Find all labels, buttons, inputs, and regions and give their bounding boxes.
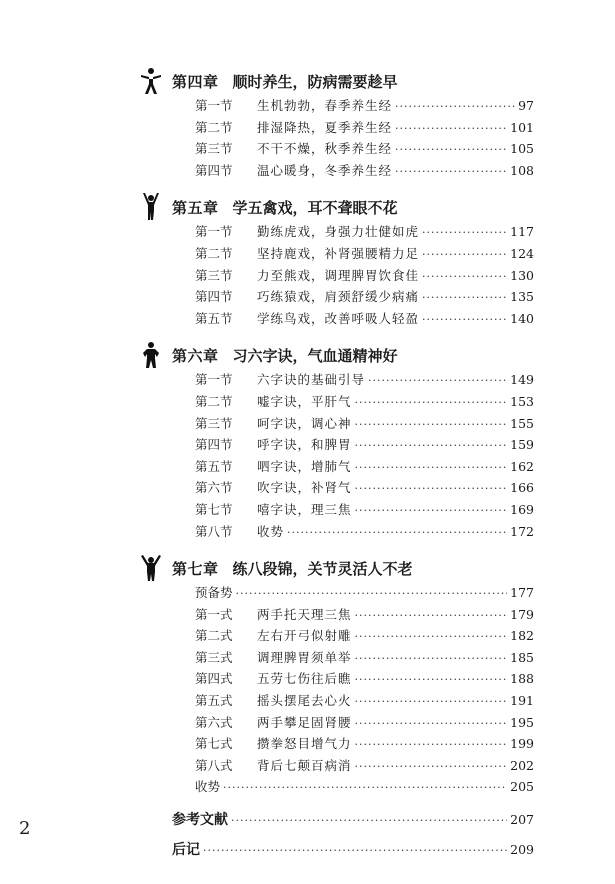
chapter-number: 第五章 <box>172 198 219 217</box>
chapter-title: 练八段锦，关节灵活人不老 <box>232 559 413 578</box>
page-ref: 191 <box>510 693 534 709</box>
section-title: 收势 <box>257 523 285 539</box>
section-label: 第一节 <box>195 372 233 388</box>
toc-entry[interactable] <box>138 734 534 756</box>
chapter-number: 第七章 <box>172 559 219 578</box>
section-title: 收势 <box>195 779 221 795</box>
leader-dots <box>355 609 508 622</box>
leader-dots <box>355 695 508 708</box>
page-ref: 209 <box>510 842 534 858</box>
section-title: 生机勃勃，春季养生经 <box>257 98 393 113</box>
section-label: 第七节 <box>195 501 233 517</box>
section-label: 第一式 <box>195 606 233 622</box>
section-title: 呬字诀，增肺气 <box>257 458 352 474</box>
afterword-label: 后记 <box>172 842 200 859</box>
figure-arms-raised-icon <box>138 554 164 582</box>
leader-dots <box>355 717 508 730</box>
toc-entry-afterword[interactable] <box>138 839 534 865</box>
page-ref: 105 <box>510 141 534 157</box>
section-title: 嘻字诀，理三焦 <box>257 501 352 517</box>
section-title: 呼字诀，和脾胃 <box>257 437 352 453</box>
toc-entry[interactable] <box>138 777 534 799</box>
toc-entry[interactable] <box>138 605 534 627</box>
section-label: 第二式 <box>195 628 233 644</box>
page-ref: 124 <box>510 245 534 261</box>
chapter-7 <box>138 553 534 799</box>
page-ref: 140 <box>510 310 534 326</box>
leader-dots <box>422 270 507 283</box>
leader-dots <box>422 313 507 326</box>
section-title: 吹字诀，补肾气 <box>257 480 352 496</box>
toc-entry[interactable] <box>138 756 534 778</box>
leader-dots <box>355 504 508 517</box>
section-label: 第六式 <box>195 714 233 730</box>
section-title: 六字诀的基础引导 <box>257 372 366 388</box>
toc-entry[interactable] <box>138 691 534 713</box>
section-title: 五劳七伤往后瞧 <box>257 671 352 687</box>
page-ref: 182 <box>510 628 534 644</box>
section-label: 第一节 <box>195 98 233 113</box>
section-label: 第四式 <box>195 671 233 687</box>
section-title: 坚持鹿戏，补肾强腰精力足 <box>257 245 420 261</box>
leader-dots <box>231 814 507 827</box>
section-title: 学练鸟戏，改善呼吸人轻盈 <box>257 310 420 326</box>
chapter-heading <box>138 192 534 222</box>
leader-dots <box>395 122 507 135</box>
section-title: 排湿降热，夏季养生经 <box>257 119 393 135</box>
leader-dots <box>355 482 508 495</box>
page-ref: 130 <box>510 267 534 283</box>
toc-entry[interactable] <box>138 370 534 392</box>
table-of-contents <box>138 66 534 865</box>
toc-entry[interactable] <box>138 222 534 244</box>
chapter-heading <box>138 340 534 370</box>
page-ref: 149 <box>510 372 534 388</box>
references-label: 参考文献 <box>172 812 228 829</box>
chapter-6 <box>138 340 534 543</box>
chapter-number: 第六章 <box>172 346 219 365</box>
section-label: 第八节 <box>195 523 233 539</box>
leader-dots <box>355 418 508 431</box>
leader-dots <box>287 526 507 539</box>
section-label: 第三节 <box>195 267 233 283</box>
toc-entry[interactable] <box>138 309 534 331</box>
page-ref: 101 <box>510 119 534 135</box>
chapter-title: 顺时养生，防病需要趁早 <box>232 72 398 91</box>
leader-dots <box>355 439 508 452</box>
section-title: 预备势 <box>195 585 233 601</box>
page-ref: 153 <box>510 393 534 409</box>
leader-dots <box>422 248 507 261</box>
toc-entry[interactable] <box>138 522 534 544</box>
toc-entry-references[interactable] <box>138 809 534 835</box>
chapter-title: 学五禽戏，耳不聋眼不花 <box>232 198 398 217</box>
toc-entry[interactable] <box>138 713 534 735</box>
page-ref: 207 <box>510 812 534 828</box>
leader-dots <box>395 165 507 178</box>
leader-dots <box>355 760 508 773</box>
toc-entry[interactable] <box>138 244 534 266</box>
toc-entry[interactable] <box>138 139 534 161</box>
page-ref: 169 <box>510 501 534 517</box>
figure-arms-hips-icon <box>138 341 164 369</box>
leader-dots <box>422 291 507 304</box>
section-title: 攒拳怒目增气力 <box>257 736 352 752</box>
section-label: 第八式 <box>195 757 233 773</box>
chapter-4 <box>138 66 534 182</box>
toc-entry[interactable] <box>138 96 534 118</box>
figure-arms-spread-icon <box>138 67 164 95</box>
toc-entry[interactable] <box>138 500 534 522</box>
section-label: 第五节 <box>195 310 233 326</box>
section-label: 第一节 <box>195 224 233 240</box>
section-title: 呵字诀，调心神 <box>257 415 352 431</box>
page-ref: 135 <box>510 289 534 305</box>
section-title: 调理脾胃须单举 <box>257 649 352 665</box>
leader-dots <box>223 781 507 794</box>
leader-dots <box>395 143 507 156</box>
leader-dots <box>368 374 507 387</box>
section-label: 第四节 <box>195 289 233 305</box>
chapter-heading <box>138 66 534 96</box>
section-label: 第四节 <box>195 162 233 178</box>
leader-dots <box>395 100 515 113</box>
page-ref: 202 <box>510 757 534 773</box>
section-title: 两手托天理三焦 <box>257 606 352 622</box>
page-ref: 108 <box>510 162 534 178</box>
leader-dots <box>355 396 508 409</box>
section-title: 背后七颠百病消 <box>257 757 352 773</box>
leader-dots <box>355 673 508 686</box>
section-title: 巧练猿戏，肩颈舒缓少病痛 <box>257 289 420 305</box>
leader-dots <box>355 652 508 665</box>
page-ref: 179 <box>510 606 534 622</box>
page-ref: 205 <box>510 779 534 795</box>
page-ref: 166 <box>510 480 534 496</box>
section-label: 第五节 <box>195 458 233 474</box>
toc-entry[interactable] <box>138 583 534 605</box>
page-number: 2 <box>19 818 31 839</box>
section-label: 第四节 <box>195 437 233 453</box>
page-ref: 195 <box>510 714 534 730</box>
chapter-heading <box>138 553 534 583</box>
page-ref: 117 <box>510 224 534 240</box>
section-title: 摇头摆尾去心火 <box>257 693 352 709</box>
page-ref: 185 <box>510 649 534 665</box>
page-ref: 188 <box>510 671 534 687</box>
page-ref: 159 <box>510 437 534 453</box>
section-title: 嘘字诀，平肝气 <box>257 393 352 409</box>
toc-entry[interactable] <box>138 118 534 140</box>
toc-entry[interactable] <box>138 266 534 288</box>
section-label: 第二节 <box>195 245 233 261</box>
section-title: 不干不燥，秋季养生经 <box>257 141 393 157</box>
page-ref: 172 <box>510 523 534 539</box>
section-label: 第七式 <box>195 736 233 752</box>
section-title: 两手攀足固肾腰 <box>257 714 352 730</box>
toc-entry[interactable] <box>138 435 534 457</box>
section-label: 第二节 <box>195 119 233 135</box>
page-ref: 97 <box>518 98 534 113</box>
leader-dots <box>203 844 507 857</box>
chapter-title: 习六字诀，气血通精神好 <box>232 346 398 365</box>
section-label: 第三节 <box>195 141 233 157</box>
page-ref: 199 <box>510 736 534 752</box>
leader-dots <box>355 461 508 474</box>
page-ref: 177 <box>510 585 534 601</box>
toc-entry[interactable] <box>138 161 534 183</box>
leader-dots <box>422 226 507 239</box>
leader-dots <box>236 587 508 600</box>
page-ref: 155 <box>510 415 534 431</box>
chapter-number: 第四章 <box>172 72 219 91</box>
leader-dots <box>355 630 508 643</box>
section-label: 第五式 <box>195 693 233 709</box>
chapter-5 <box>138 192 534 330</box>
toc-entry[interactable] <box>138 669 534 691</box>
toc-entry[interactable] <box>138 457 534 479</box>
toc-entry[interactable] <box>138 648 534 670</box>
toc-entry[interactable] <box>138 287 534 309</box>
section-label: 第六节 <box>195 480 233 496</box>
leader-dots <box>355 738 508 751</box>
toc-entry[interactable] <box>138 414 534 436</box>
section-title: 力至熊戏，调理脾胃饮食佳 <box>257 267 420 283</box>
section-label: 第三节 <box>195 415 233 431</box>
page-ref: 162 <box>510 458 534 474</box>
section-title: 勤练虎戏，身强力壮健如虎 <box>257 224 420 240</box>
section-label: 第二节 <box>195 393 233 409</box>
toc-entry[interactable] <box>138 626 534 648</box>
toc-entry[interactable] <box>138 478 534 500</box>
section-title: 温心暖身，冬季养生经 <box>257 162 393 178</box>
section-title: 左右开弓似射雕 <box>257 628 352 644</box>
section-label: 第三式 <box>195 649 233 665</box>
figure-arms-up-icon <box>138 193 164 221</box>
toc-entry[interactable] <box>138 392 534 414</box>
